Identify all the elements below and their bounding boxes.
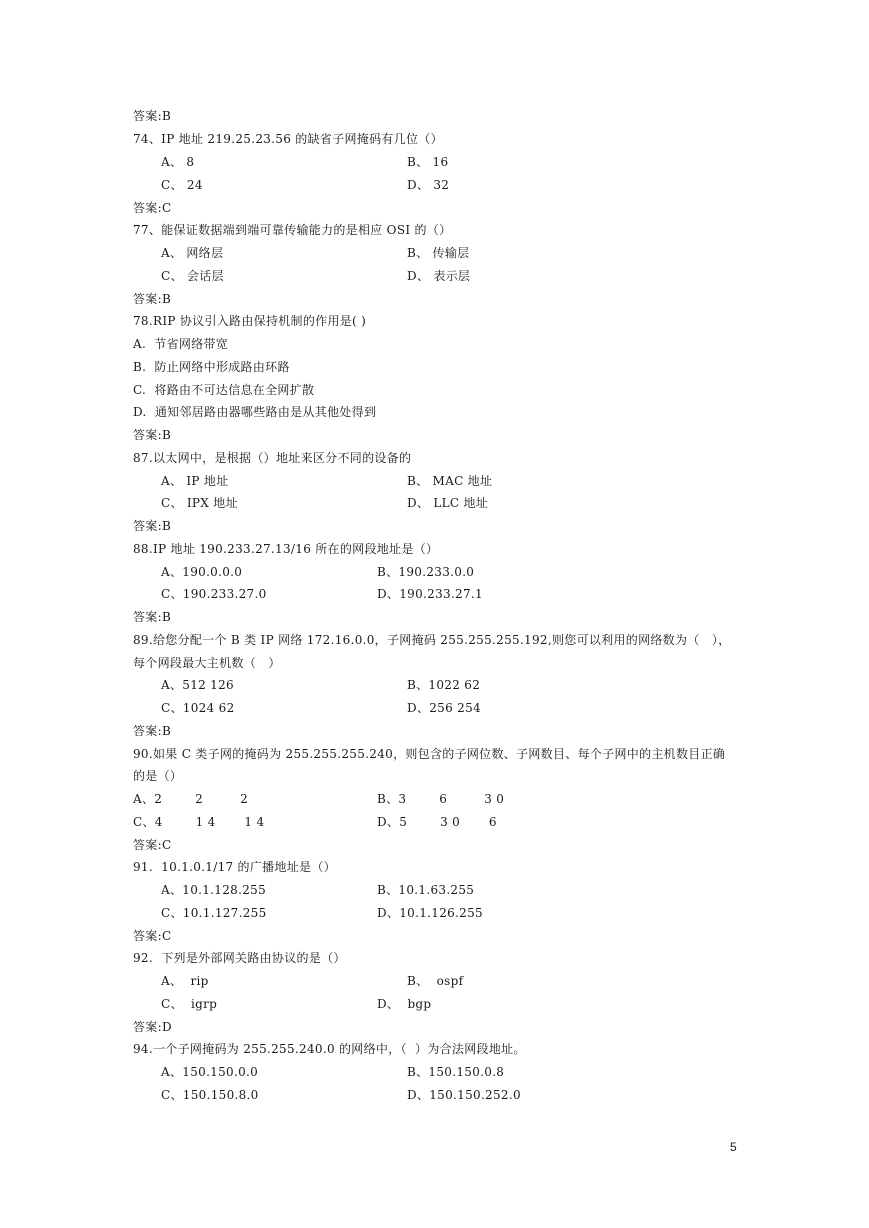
answer-line: 答案:C	[133, 929, 172, 943]
question-88: 88.IP 地址 190.233.27.13/16 所在的网段地址是（）	[133, 542, 439, 556]
option-b: B、3 6 3 0	[377, 792, 505, 806]
option-b: B、 传输层	[407, 246, 470, 260]
option-c: C、 24	[161, 178, 203, 192]
option-c: C、 IPX 地址	[161, 496, 238, 510]
option-c: C、150.150.8.0	[161, 1088, 259, 1102]
option-c: C、190.233.27.0	[161, 587, 267, 601]
option-d: D、256 254	[407, 701, 481, 715]
answer-line: 答案:D	[133, 1020, 172, 1034]
option-a: A、2 2 2	[133, 792, 249, 806]
option-c: C、1024 62	[161, 701, 235, 715]
option-a: A、 IP 地址	[161, 474, 229, 488]
question-90-cont: 的是（）	[133, 769, 183, 783]
question-89: 89.给您分配一个 B 类 IP 网络 172.16.0.0，子网掩码 255.255.255.192,则您可以利用的网络数为（ ），	[133, 633, 731, 647]
option-d: D、5 3 0 6	[377, 815, 497, 829]
option-b: B. 防止网络中形成路由环路	[133, 360, 290, 374]
option-a: A、150.150.0.0	[161, 1065, 259, 1079]
question-74: 74、IP 地址 219.25.23.56 的缺省子网掩码有几位（）	[133, 132, 443, 146]
option-d: D. 通知邻居路由器哪些路由是从其他处得到	[133, 405, 377, 419]
question-94: 94.一个子网掩码为 255.255.240.0 的网络中，（ ）为合法网段地址。	[133, 1042, 526, 1056]
answer-line: 答案:C	[133, 201, 172, 215]
option-c: C、 igrp	[161, 997, 218, 1011]
option-a: A、512 126	[161, 678, 234, 692]
question-87: 87.以太网中，是根据（）地址来区分不同的设备的	[133, 451, 412, 465]
page-number: 5	[730, 1140, 737, 1154]
option-b: B、1022 62	[407, 678, 481, 692]
option-b: B、 MAC 地址	[407, 474, 493, 488]
option-a: A、 8	[161, 155, 195, 169]
option-d: D、 表示层	[407, 269, 471, 283]
option-b: B、 16	[407, 155, 449, 169]
answer-line: 答案:B	[133, 519, 172, 533]
answer-line: 答案:B	[133, 109, 172, 123]
option-a: A、 网络层	[161, 246, 224, 260]
answer-line: 答案:B	[133, 610, 172, 624]
answer-line: 答案:C	[133, 838, 172, 852]
option-d: D、 bgp	[377, 997, 432, 1011]
option-c: C、4 1 4 1 4	[133, 815, 265, 829]
option-a: A. 节省网络带宽	[133, 337, 229, 351]
option-d: D、190.233.27.1	[377, 587, 483, 601]
option-b: B、 ospf	[407, 974, 464, 988]
question-78: 78.RIP 协议引入路由保持机制的作用是( )	[133, 314, 367, 328]
question-92: 92. 下列是外部网关路由协议的是（）	[133, 951, 346, 965]
option-c: C. 将路由不可达信息在全网扩散	[133, 383, 315, 397]
option-a: A、10.1.128.255	[161, 883, 267, 897]
option-d: D、10.1.126.255	[377, 906, 483, 920]
question-90: 90.如果 C 类子网的掩码为 255.255.255.240，则包含的子网位数、子网数目、每个子网中的主机数目正确	[133, 747, 726, 761]
answer-line: 答案:B	[133, 428, 172, 442]
option-b: B、150.150.0.8	[407, 1065, 505, 1079]
question-77: 77、能保证数据端到端可靠传输能力的是相应 OSI 的（）	[133, 223, 452, 237]
question-91: 91. 10.1.0.1/17 的广播地址是（）	[133, 860, 336, 874]
option-a: A、 rip	[161, 974, 209, 988]
option-c: C、10.1.127.255	[161, 906, 267, 920]
option-b: B、190.233.0.0	[377, 565, 475, 579]
answer-line: 答案:B	[133, 724, 172, 738]
option-a: A、190.0.0.0	[161, 565, 243, 579]
option-d: D、 32	[407, 178, 450, 192]
option-c: C、 会话层	[161, 269, 224, 283]
option-d: D、150.150.252.0	[407, 1088, 521, 1102]
option-b: B、10.1.63.255	[377, 883, 475, 897]
option-d: D、 LLC 地址	[407, 496, 489, 510]
question-89-cont: 每个网段最大主机数（ ）	[133, 656, 281, 670]
answer-line: 答案:B	[133, 292, 172, 306]
